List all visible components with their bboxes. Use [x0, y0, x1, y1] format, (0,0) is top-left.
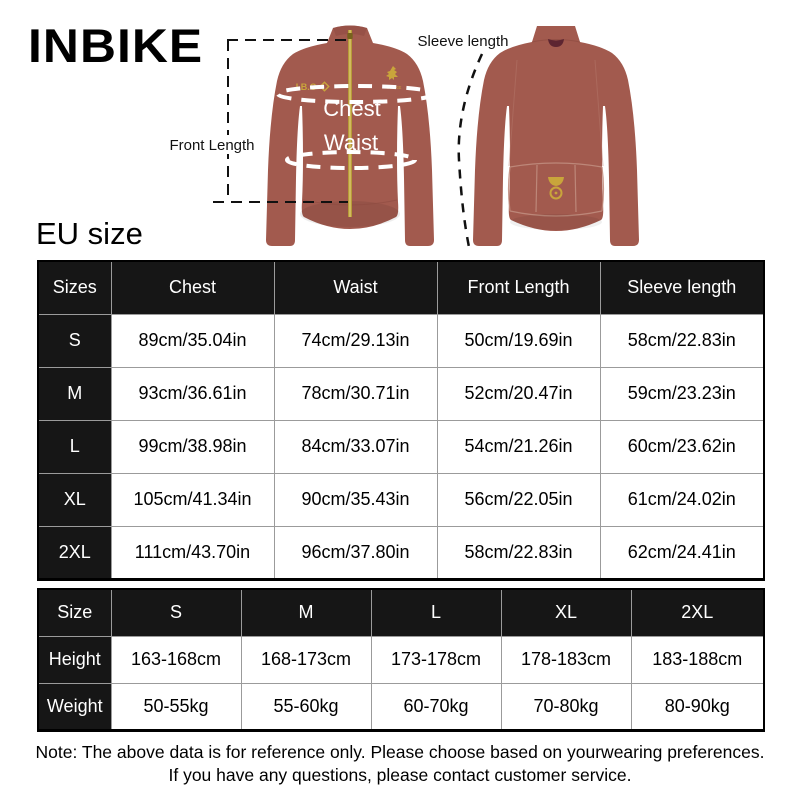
size-cell: 89cm/35.04in [111, 314, 274, 367]
fit-table [37, 588, 765, 732]
zipper-pull-icon [347, 33, 352, 39]
table-row [38, 473, 764, 526]
size-cell: 84cm/33.07in [274, 420, 437, 473]
jersey-back [473, 26, 639, 246]
chest-label: Chest [323, 96, 381, 121]
front-length-label: Front Length [169, 137, 255, 154]
size-cell: 54cm/21.26in [437, 420, 600, 473]
column-header: M [241, 589, 371, 636]
back-hem-shade [510, 214, 602, 230]
fit-cell: 178-183cm [501, 636, 631, 683]
size-cell: 74cm/29.13in [274, 314, 437, 367]
jersey-back-body [473, 26, 639, 246]
row-label: 2XL [38, 526, 111, 579]
fit-cell: 168-173cm [241, 636, 371, 683]
size-cell: 93cm/36.61in [111, 367, 274, 420]
jersey-front [266, 26, 434, 247]
fit-cell: 80-90kg [631, 683, 764, 730]
size-cell: 60cm/23.62in [600, 420, 764, 473]
column-header: Size [38, 589, 111, 636]
table-row [38, 636, 764, 683]
column-header: S [111, 589, 241, 636]
table-row [38, 683, 764, 730]
row-label: XL [38, 473, 111, 526]
size-cell: 90cm/35.43in [274, 473, 437, 526]
row-label: M [38, 367, 111, 420]
sleeve-length-label: Sleeve length [417, 33, 509, 50]
size-cell: 59cm/23.23in [600, 367, 764, 420]
table-header-row [38, 261, 764, 314]
fit-cell: 70-80kg [501, 683, 631, 730]
size-cell: 78cm/30.71in [274, 367, 437, 420]
size-cell: 62cm/24.41in [600, 526, 764, 579]
column-header: Chest [111, 261, 274, 314]
fit-cell: 60-70kg [371, 683, 501, 730]
fit-cell: 50-55kg [111, 683, 241, 730]
fit-cell: 173-178cm [371, 636, 501, 683]
size-cell: 105cm/41.34in [111, 473, 274, 526]
row-label: Height [38, 636, 111, 683]
table-row [38, 526, 764, 579]
size-cell: 56cm/22.05in [437, 473, 600, 526]
crest-caption: INBIKE [386, 85, 402, 90]
waist-label: Waist [323, 130, 379, 155]
table-header-row [38, 589, 764, 636]
column-header: XL [501, 589, 631, 636]
eu-size-table [37, 260, 765, 581]
row-label: Weight [38, 683, 111, 730]
size-cell: 96cm/37.80in [274, 526, 437, 579]
size-cell: 58cm/22.83in [600, 314, 764, 367]
table-row [38, 314, 764, 367]
note-line: If you have any questions, please contact customer service. [168, 765, 632, 785]
note-line: Note: The above data is for reference only. Please choose based on yourwearing preferences. [35, 742, 765, 762]
column-header: Sleeve length [600, 261, 764, 314]
table-row [38, 420, 764, 473]
section-title: EU size [36, 216, 143, 251]
table-row [38, 367, 764, 420]
column-header: Waist [274, 261, 437, 314]
size-cell: 58cm/22.83in [437, 526, 600, 579]
column-header: L [371, 589, 501, 636]
fit-cell: 55-60kg [241, 683, 371, 730]
column-header: Front Length [437, 261, 600, 314]
size-cell: 52cm/20.47in [437, 367, 600, 420]
fit-cell: 163-168cm [111, 636, 241, 683]
size-cell: 99cm/38.98in [111, 420, 274, 473]
column-header: 2XL [631, 589, 764, 636]
row-label: S [38, 314, 111, 367]
column-header: Sizes [38, 261, 111, 314]
size-cell: 61cm/24.02in [600, 473, 764, 526]
brand-logo: INBIKE [28, 19, 204, 72]
zipper-highlight [349, 30, 350, 217]
front-chest-logo-text: I.B.C [295, 82, 317, 92]
fit-cell: 183-188cm [631, 636, 764, 683]
size-cell: 111cm/43.70in [111, 526, 274, 579]
row-label: L [38, 420, 111, 473]
size-cell: 50cm/19.69in [437, 314, 600, 367]
note [0, 741, 800, 787]
